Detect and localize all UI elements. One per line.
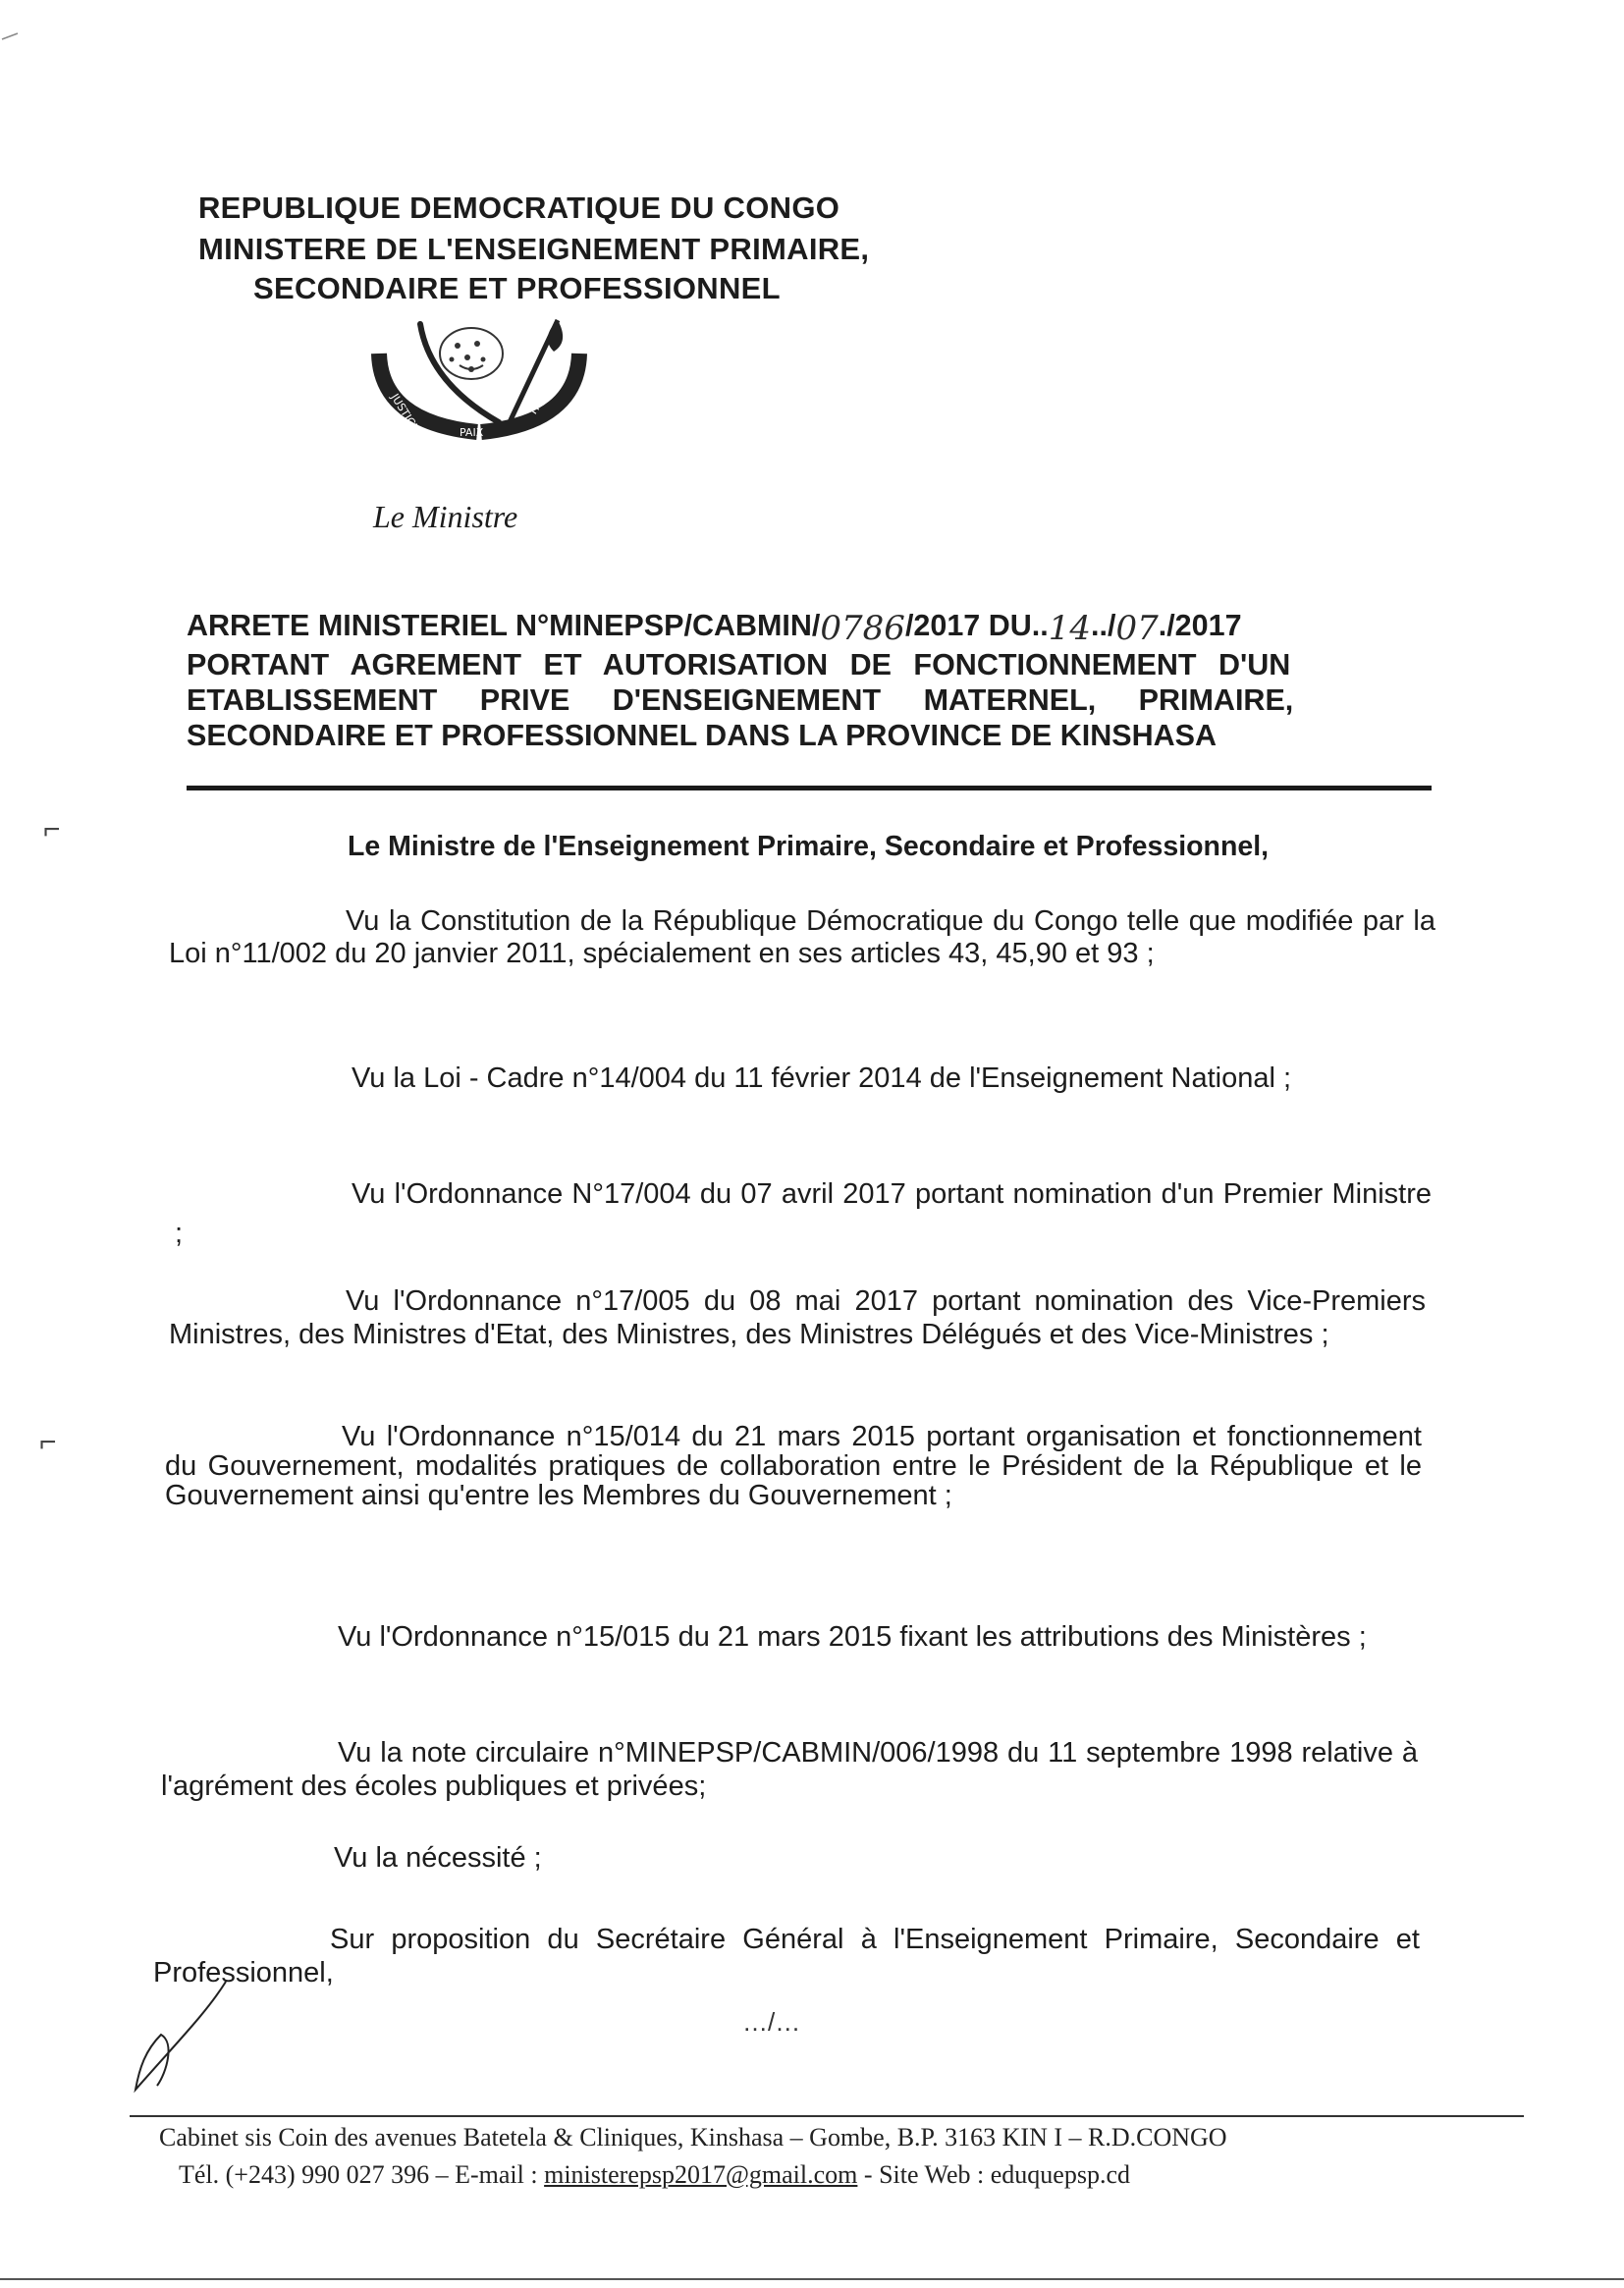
dots-1: ..: [1031, 609, 1049, 642]
decree-title-line1: [187, 609, 1432, 648]
consideration-ordonnance-premier-ministre: Vu l'Ordonnance N°17/004 du 07 avril 2017 portant nomination d'un Premier Ministre ;: [175, 1178, 1432, 1249]
slash-1: /: [1107, 609, 1116, 642]
consideration-ordonnance-gouvernement: Vu l'Ordonnance n°17/005 du 08 mai 2017 portant nomination des Vice-Premiers Ministres, des Ministres d'Etat, des Ministres, des Ministres Délégués et des Vice-Ministres ;: [169, 1285, 1426, 1350]
footer-contact: [179, 2160, 1130, 2190]
page-continuation: …/…: [742, 2007, 801, 2037]
consideration-proposition: Sur proposition du Secrétaire Général à l'Enseignement Primaire, Secondaire et Professionnel,: [153, 1924, 1420, 1988]
decree-year: /2017 DU: [904, 609, 1032, 642]
footer-phone: Tél. (+243) 990 027 396 – E-mail :: [179, 2160, 545, 2189]
dots-2: ..: [1091, 609, 1108, 642]
page-bottom-edge: [0, 2278, 1624, 2280]
decree-year2: /2017: [1166, 609, 1242, 642]
consideration-necessite: Vu la nécessité ;: [334, 1842, 542, 1874]
consideration-ordonnance-organisation: Vu l'Ordonnance n°15/014 du 21 mars 2015 portant organisation et fonctionnement du Gouvernement, modalités pratiques de collaboration entre le Président de la République et le Gouvernement ainsi qu'entre les Membres du Gouvernement ;: [165, 1421, 1422, 1511]
emblem-left-text: JUSTICE: [388, 391, 422, 434]
margin-mark: ⌐: [39, 1426, 57, 1458]
decree-title: [187, 609, 1432, 754]
scan-corner-mark: [0, 10, 39, 49]
decree-title-line3-text: ETABLISSEMENT PRIVE D'ENSEIGNEMENT MATERNEL, PRIMAIRE,: [187, 683, 1294, 717]
decree-title-line3: [187, 683, 1432, 719]
decree-number-handwritten: 0786: [820, 609, 905, 648]
decree-title-line4: [187, 719, 1432, 754]
signatory-title: Le Ministre: [373, 499, 518, 534]
footer-website: - Site Web : eduquepsp.cd: [857, 2160, 1131, 2189]
decree-day-handwritten: 14: [1048, 609, 1092, 648]
footer-rule: [130, 2115, 1524, 2117]
consideration-ordonnance-attributions: Vu l'Ordonnance n°15/015 du 21 mars 2015 fixant les attributions des Ministères ;: [338, 1621, 1367, 1653]
initials-signature: [118, 1974, 255, 2101]
decree-title-line2: [187, 648, 1432, 683]
header-country: REPUBLIQUE DEMOCRATIQUE DU CONGO: [198, 191, 840, 225]
decree-title-line4-text: SECONDAIRE ET PROFESSIONNEL DANS LA PROVINCE DE KINSHASA: [187, 719, 1217, 752]
decree-title-line2-text: PORTANT AGREMENT ET AUTORISATION DE FONCTIONNEMENT D'UN: [187, 648, 1291, 681]
margin-mark: ⌐: [43, 813, 61, 845]
footer-email-link[interactable]: ministerepsp2017@gmail.com: [544, 2160, 858, 2189]
dots-3: .: [1158, 609, 1167, 642]
header-ministry: MINISTERE DE L'ENSEIGNEMENT PRIMAIRE,: [198, 232, 870, 266]
title-underline: [187, 786, 1432, 790]
coat-of-arms-icon: [361, 314, 597, 452]
footer-address: Cabinet sis Coin des avenues Batetela & Cliniques, Kinshasa – Gombe, B.P. 3163 KIN I – R.D.CONGO: [159, 2123, 1227, 2152]
decree-number-prefix: ARRETE MINISTERIEL N°MINEPSP/CABMIN/: [187, 609, 821, 642]
consideration-loi-cadre: Vu la Loi - Cadre n°14/004 du 11 février 2014 de l'Enseignement National ;: [352, 1062, 1292, 1094]
emblem-right-text: TRAVAIL: [525, 374, 562, 418]
consideration-note-circulaire: Vu la note circulaire n°MINEPSP/CABMIN/006/1998 du 11 septembre 1998 relative à l'agrément des écoles publiques et privées;: [161, 1737, 1418, 1802]
decree-month-handwritten: 07: [1115, 609, 1159, 648]
header-ministry-cont: SECONDAIRE ET PROFESSIONNEL: [253, 271, 781, 305]
consideration-constitution: Vu la Constitution de la République Démocratique du Congo telle que modifiée par la Loi n°11/002 du 20 janvier 2011, spécialement en ses articles 43, 45,90 et 93 ;: [169, 905, 1435, 969]
emblem-bottom-text: PAIX: [460, 426, 484, 439]
intro-line: Le Ministre de l'Enseignement Primaire, Secondaire et Professionnel,: [348, 831, 1270, 862]
